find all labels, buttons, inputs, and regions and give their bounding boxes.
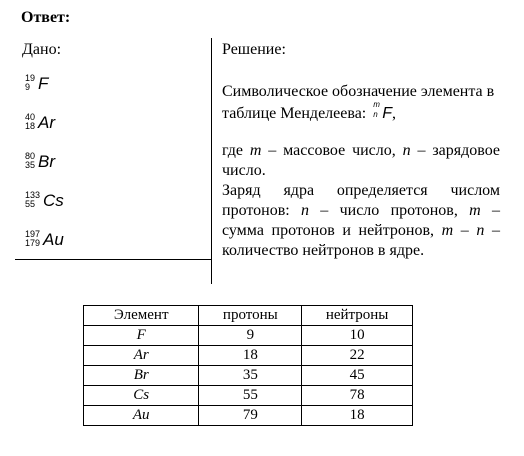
cell-element: F (84, 326, 199, 346)
notation-comma: , (392, 105, 397, 122)
mass-number: 19 (25, 73, 36, 83)
text-fragment: – зарядовое число. (222, 142, 500, 179)
var-m-minus-n: m – n (441, 222, 485, 239)
charge-number: 35 (25, 160, 36, 170)
cell-protons: 18 (199, 346, 302, 366)
text-fragment: Заряд ядра определяется числом протонов: (222, 182, 500, 219)
charge-number: 9 (25, 82, 31, 92)
mass-number: 80 (25, 151, 36, 161)
notation-indices (373, 100, 382, 120)
table-row (84, 386, 413, 406)
answer-label: Ответ: (21, 9, 71, 26)
given-element-au (25, 230, 145, 258)
table-row (84, 326, 413, 346)
index-m: m (373, 100, 380, 109)
mass-number: 133 (25, 190, 41, 200)
mass-number: 40 (25, 112, 36, 122)
given-element-f (25, 74, 145, 102)
given-element-br (25, 152, 145, 180)
solution-paragraph-explanation (222, 141, 500, 261)
index-n: n (373, 110, 378, 119)
cell-element: Au (84, 406, 199, 426)
cell-element: Cs (84, 386, 199, 406)
text-fragment: – сумма протонов и нейтронов, (222, 202, 500, 239)
text-fragment: – количество нейтронов в ядре. (222, 222, 501, 259)
charge-number: 179 (25, 238, 41, 248)
cell-protons: 9 (199, 326, 302, 346)
cell-protons: 35 (199, 366, 302, 386)
charge-number: 18 (25, 121, 36, 131)
table-row (84, 406, 413, 426)
given-underline (15, 259, 211, 260)
table-row (84, 366, 413, 386)
cell-protons: 55 (199, 386, 302, 406)
element-symbol: F (38, 74, 49, 93)
cell-neutrons: 18 (302, 406, 413, 426)
table-header-row (84, 306, 413, 326)
cell-element: Br (84, 366, 199, 386)
element-symbol: Au (43, 230, 64, 249)
vertical-divider (211, 38, 212, 284)
notation-symbol: F (382, 105, 393, 122)
text-fragment: – число протонов, (309, 202, 470, 219)
header-neutrons: нейтроны (302, 306, 413, 326)
table-row (84, 346, 413, 366)
given-element-ar (25, 113, 145, 141)
cell-element: Ar (84, 346, 199, 366)
var-n: n (402, 142, 411, 159)
notation-text: Символическое обозначение элемента в таблице Менделеева: (222, 83, 495, 122)
cell-neutrons: 22 (302, 346, 413, 366)
solution-title: Решение: (222, 41, 286, 58)
mass-number: 197 (25, 229, 41, 239)
var-m: m (469, 202, 481, 219)
text-fragment: где (222, 142, 250, 159)
solution-paragraph-notation (222, 81, 500, 125)
results-table (83, 305, 413, 426)
text-fragment: – массовое число, (261, 142, 403, 159)
element-symbol: Ar (38, 113, 55, 132)
cell-neutrons: 45 (302, 366, 413, 386)
header-protons: протоны (199, 306, 302, 326)
header-element: Элемент (84, 306, 199, 326)
element-symbol: Cs (43, 191, 64, 210)
cell-neutrons: 10 (302, 326, 413, 346)
cell-protons: 79 (199, 406, 302, 426)
given-element-cs (25, 191, 145, 219)
var-m: m (249, 142, 262, 159)
cell-neutrons: 78 (302, 386, 413, 406)
charge-number: 55 (25, 199, 36, 209)
var-n: n (301, 202, 309, 219)
element-symbol: Br (38, 152, 55, 171)
given-title: Дано: (22, 41, 62, 58)
